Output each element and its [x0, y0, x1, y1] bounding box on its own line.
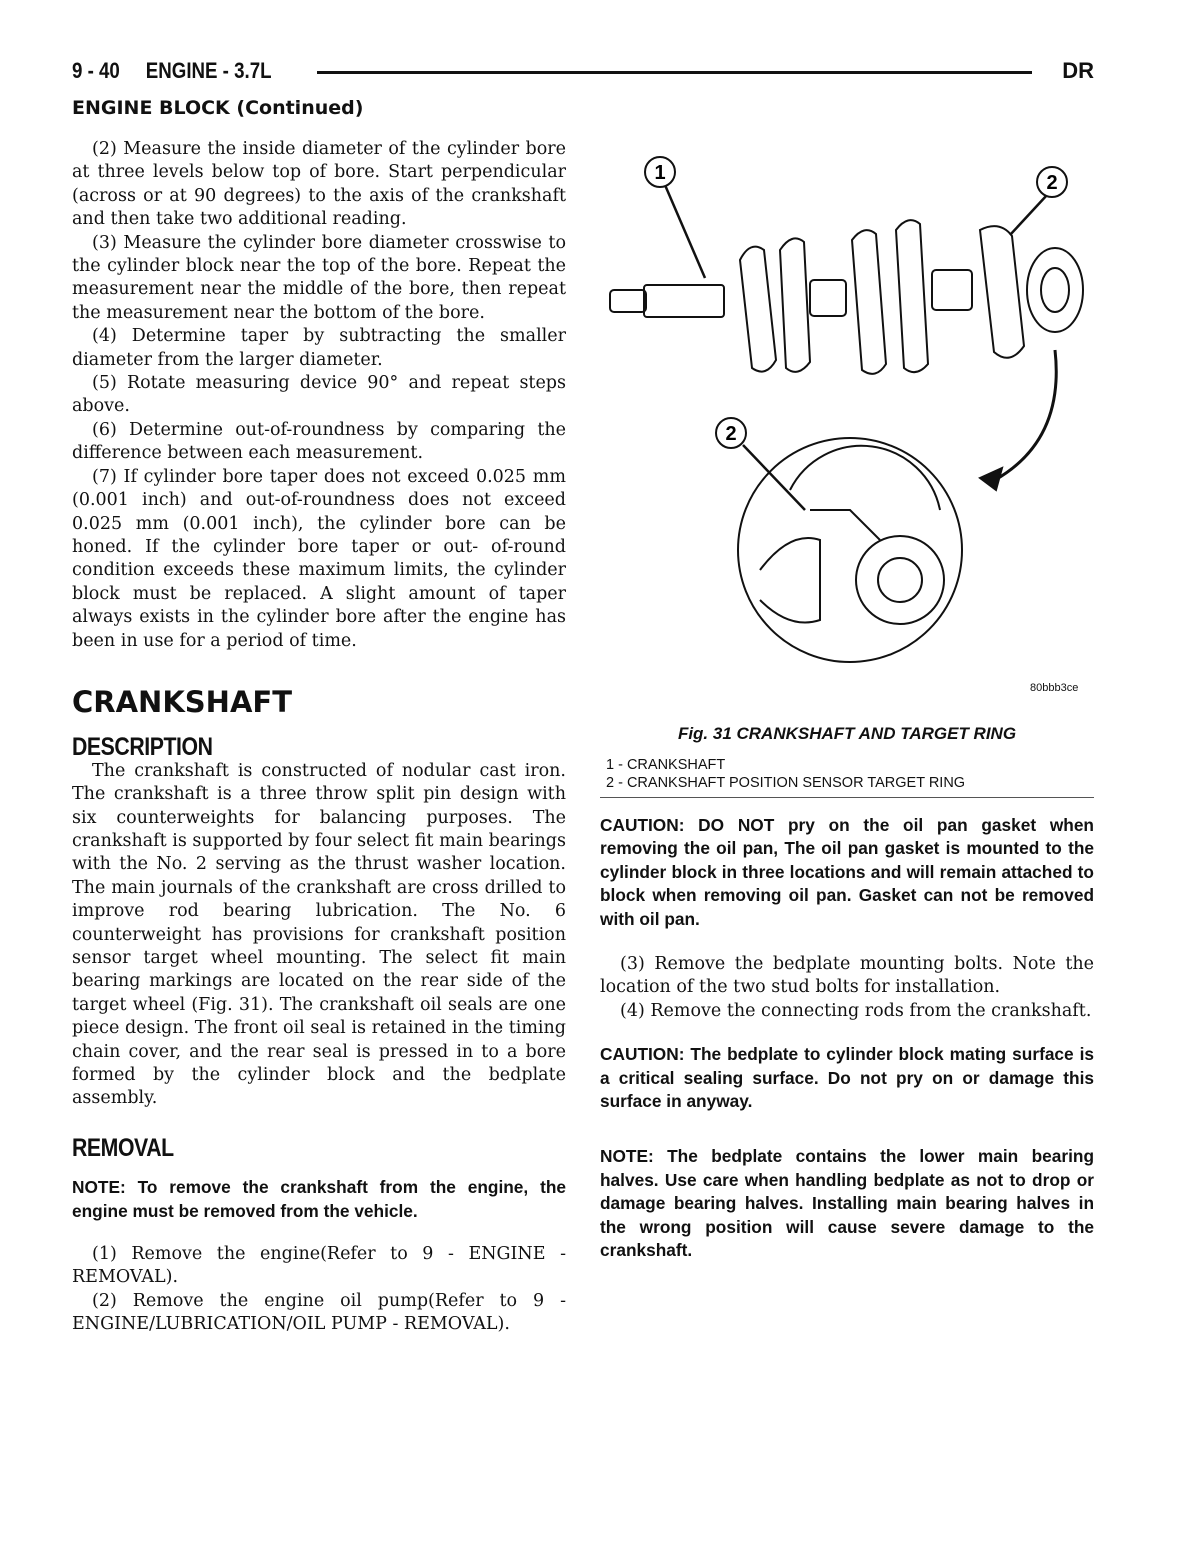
page-number-title: 9 - 40 ENGINE - 3.7L: [72, 58, 272, 83]
legend-divider: [600, 797, 1094, 798]
legend-item: 1 - CRANKSHAFT: [606, 757, 726, 773]
paragraph: (6) Determine out-of-roundness by comparing the difference between each measurement.: [72, 419, 566, 464]
caution-bedplate: CAUTION: The bedplate to cylinder block mating surface is a critical sealing surface. Do not pry on or damage this surface in anyway.: [600, 1044, 1094, 1112]
right-column: [600, 814, 1094, 1263]
paragraph: (5) Rotate measuring device 90° and repeat steps above.: [72, 373, 566, 417]
description-paragraph: The crankshaft is constructed of nodular cast iron. The crankshaft is a three throw split pin design with six counterweights for balancing purposes. The crankshaft is supported by four select fit main bearings with the No. 2 serving as the thrust washer location. The main journals of the crankshaft are cross drilled to improve rod bearing lubrication. The No. 6 counterweight has provisions for crankshaft position sensor target wheel mounting. The select fit main bearing markings are located on the rear side of the target wheel (Fig. 31). The crankshaft oil seals are one piece design. The front oil seal is retained in the timing chain cover, and the rear seal is pressed in to a bore formed by the cylinder block and the bedplate assembly.: [72, 760, 566, 1109]
figure-id: 80bbb3ce: [1030, 682, 1079, 694]
legend-item: 2 - CRANKSHAFT POSITION SENSOR TARGET RING: [606, 775, 966, 791]
paragraph: (3) Measure the cylinder bore diameter crosswise to the cylinder block near the top of the bore. Repeat the measurement near the middle of the bore, then repeat the measurement near the bottom of the bore.: [72, 232, 566, 323]
description-heading: DESCRIPTION: [72, 733, 213, 762]
removal-note: NOTE: To remove the crankshaft from the engine, the engine must be removed from the vehicle.: [72, 1177, 566, 1221]
header-rule: [317, 71, 1032, 74]
figure-legend: [606, 756, 965, 792]
paragraph: (7) If cylinder bore taper does not exceed 0.025 mm (0.001 inch) and out-of-roundness does not exceed 0.025 mm (0.001 inch), the cylinder bore can be honed. If the cylinder bore taper or out- of-round condition exceeds these maximum limits, the cylinder block must be replaced. A slight amount of taper always exists in the cylinder bore after the engine has been in use for a period of time.: [72, 466, 566, 651]
callout-2: 2: [1046, 172, 1058, 194]
paragraph: (2) Measure the inside diameter of the cylinder bore at three levels below top of bore. Start perpendicular (across or at 90 degrees) to the axis of the crankshaft and then take two additional reading.: [72, 139, 566, 230]
left-column: [72, 138, 566, 1337]
removal-step: (4) Remove the connecting rods from the crankshaft.: [620, 1000, 1092, 1021]
removal-heading: REMOVAL: [72, 1133, 174, 1162]
header-code: DR: [1062, 58, 1094, 83]
callout-1: 1: [654, 162, 666, 184]
removal-step: (1) Remove the engine(Refer to 9 - ENGINE - REMOVAL).: [72, 1244, 566, 1288]
callout-2-detail: 2: [725, 423, 737, 445]
crankshaft-illustration: [600, 140, 1094, 700]
note-bedplate: NOTE: The bedplate contains the lower main bearing halves. Use care when handling bedplate as not to drop or damage bearing halves. Installing main bearing halves in the wrong position will cause severe damage to the crankshaft.: [600, 1146, 1094, 1261]
paragraph: (4) Determine taper by subtracting the smaller diameter from the larger diameter.: [72, 326, 566, 370]
crankshaft-figure: [600, 140, 1094, 700]
page-header: [72, 58, 1094, 86]
crankshaft-heading: CRANKSHAFT: [72, 684, 292, 719]
removal-step: (2) Remove the engine oil pump(Refer to 9 - ENGINE/LUBRICATION/OIL PUMP - REMOVAL).: [72, 1290, 566, 1335]
section-title: ENGINE BLOCK (Continued): [72, 97, 364, 119]
caution-oil-pan: CAUTION: DO NOT pry on the oil pan gasket when removing the oil pan, The oil pan gasket is mounted to the cylinder block in three locations and will remain attached to block when removing oil pan. Gasket can not be removed with oil pan.: [600, 815, 1094, 929]
removal-step: (3) Remove the bedplate mounting bolts. Note the location of the two stud bolts for installation.: [600, 954, 1094, 998]
figure-caption: Fig. 31 CRANKSHAFT AND TARGET RING: [677, 724, 1017, 743]
